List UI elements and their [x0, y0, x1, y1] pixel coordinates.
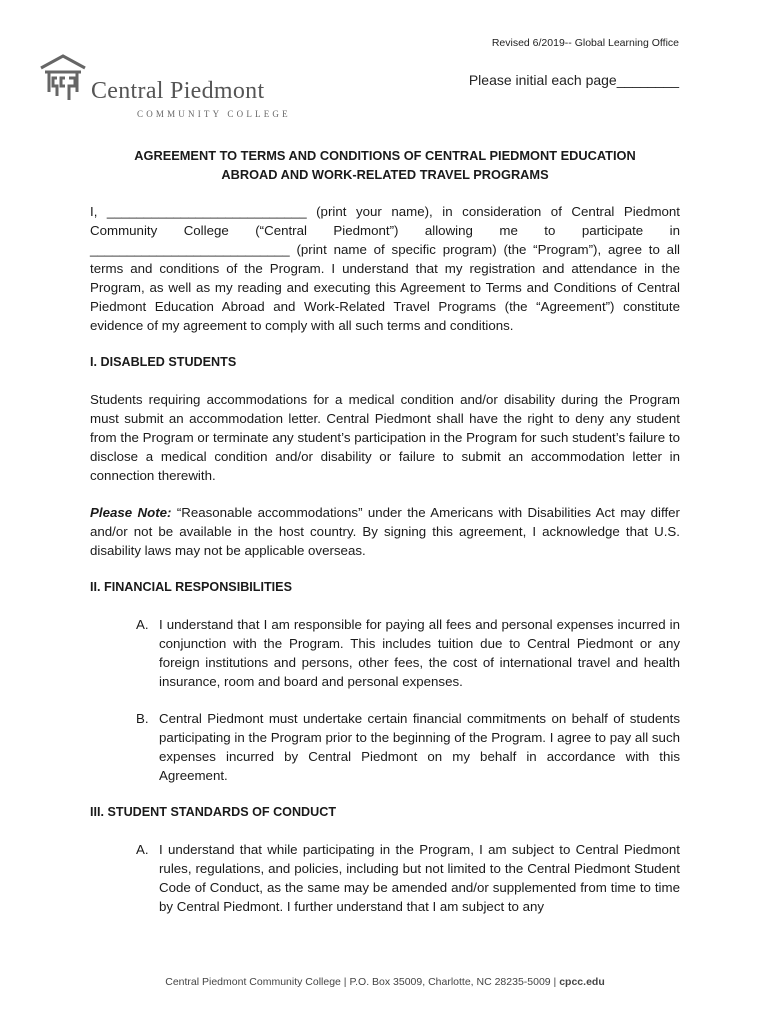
please-note-label: Please Note:	[90, 505, 172, 520]
item-label: A.	[136, 842, 149, 857]
item-text: Central Piedmont must undertake certain financial commitments on behalf of students participating in the Program prior to the beginning of the Program. I agree to pay all such expenses incurred by Central Piedmont on my behalf in accordance with this Agreement.	[159, 711, 680, 783]
intro-line-1: I, ___________________________ (print your name), in consideration of Central Piedmont	[90, 204, 680, 219]
section-heading-conduct: III. STUDENT STANDARDS OF CONDUCT	[90, 805, 337, 819]
initial-line: Please initial each page________	[468, 72, 679, 88]
intro-paragraph: ___________________________ (print name of specific program) (the “Program”), agree to all terms and conditions of the Program. I understand that my registration and attendance in the Program, as well as my reading and executing this Agreement to Terms and Conditions of Central Piedmont Education Abroad and Work-Related Travel Programs (the “Agreement”) constitute evidence of my agreement to comply with all such terms and conditions.	[90, 242, 680, 333]
item-label: B.	[136, 711, 149, 726]
college-subtitle: COMMUNITY COLLEGE	[137, 109, 291, 119]
intro-line-2: Community College (“Central Piedmont”) allowing me to participate in	[90, 223, 680, 238]
section-heading-disabled: I. DISABLED STUDENTS	[90, 355, 237, 369]
revision-note: Revised 6/2019-- Global Learning Office	[491, 37, 679, 49]
title-line-1: AGREEMENT TO TERMS AND CONDITIONS OF CENTRAL PIEDMONT EDUCATION	[134, 148, 636, 163]
page-footer	[0, 976, 770, 988]
cp-monogram-icon	[37, 52, 89, 104]
financial-item-b	[136, 709, 680, 785]
footer-address: Central Piedmont Community College | P.O. Box 35009, Charlotte, NC 28235-5009 |	[165, 976, 560, 988]
item-label: A.	[136, 617, 149, 632]
item-text: I understand that I am responsible for paying all fees and personal expenses incurred in conjunction with the Program. This includes tuition due to Central Piedmont or any foreign institutions and persons, other fees, the cost of international travel and health insurance, room and board and personal expenses.	[159, 617, 680, 689]
conduct-item-a	[136, 840, 680, 916]
college-logo	[37, 52, 337, 122]
disabled-paragraph: Students requiring accommodations for a medical condition and/or disability during the Program must submit an accommodation letter. Central Piedmont shall have the right to deny any student from the Program or terminate any student’s participation in the Program for such student’s failure to disclose a medical condition and/or disability or failure to submit an accommodation letter in connection therewith.	[90, 392, 680, 483]
document-title	[90, 146, 680, 184]
item-text: I understand that while participating in the Program, I am subject to Central Piedmont rules, regulations, and policies, including but not limited to the Central Piedmont Student Code of Conduct, as the same may be amended and/or supplemented from time to time by Central Piedmont. I further understand that I am subject to any	[159, 842, 680, 914]
please-note-text: “Reasonable accommodations” under the Americans with Disabilities Act may differ and/or not be available in the host country. By signing this agreement, I acknowledge that U.S. disability laws may not be applicable overseas.	[90, 505, 680, 558]
please-note-paragraph	[90, 503, 680, 560]
section-heading-financial: II. FINANCIAL RESPONSIBILITIES	[90, 580, 292, 594]
college-name: Central Piedmont	[91, 78, 265, 104]
footer-url[interactable]: cpcc.edu	[559, 976, 605, 988]
financial-item-a	[136, 615, 680, 691]
title-line-2: ABROAD AND WORK-RELATED TRAVEL PROGRAMS	[221, 167, 549, 182]
document-body	[90, 202, 680, 916]
